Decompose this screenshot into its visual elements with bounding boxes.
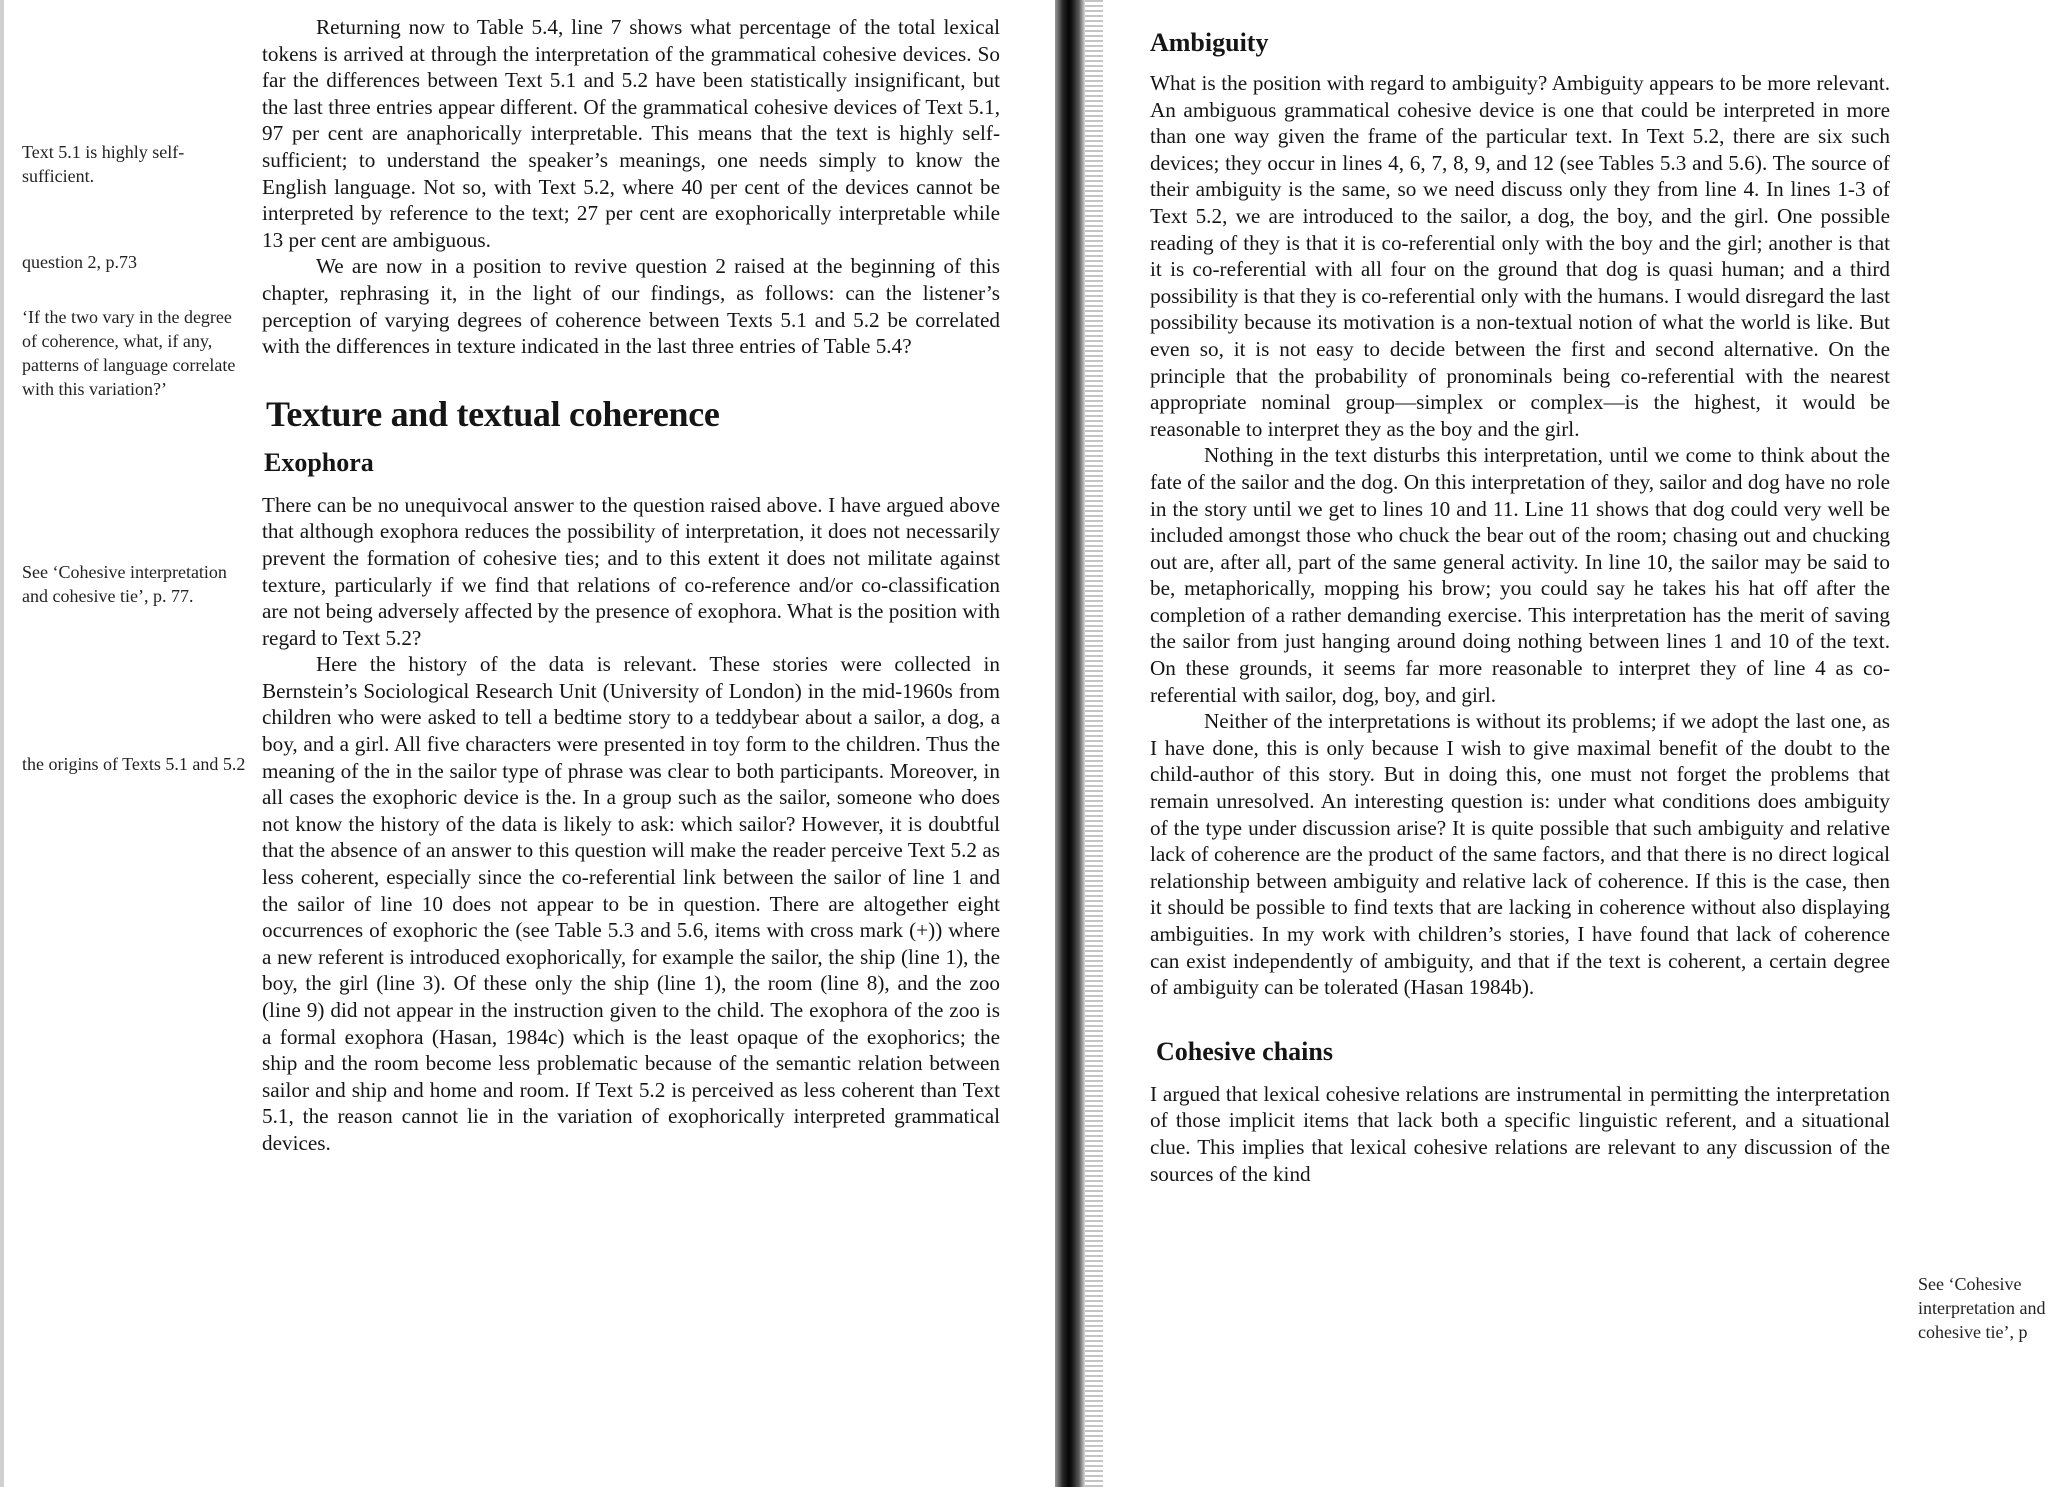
left-main-column [262,14,1000,1157]
ambiguity-text [1150,70,1890,1001]
paragraph: Here the history of the data is relevant. These stories were collected in Bernstein’s Sociological Research Unit (University of London) in the mid-1960s from children who were asked to tell a bedtime story to a teddybear about a sailor, a dog, a boy, and a girl. All five characters were presented in toy form to the children. Thus the meaning of the in the sailor type of phrase was clear to both participants. Moreover, in all cases the exophoric device is the. In a group such as the sailor, someone who does not know the history of the data is likely to ask: which sailor? However, it is doubtful that the absence of an answer to this question will make the reader perceive Text 5.2 as less coherent, especially since the co-referential link between the sailor of line 1 and the sailor of line 10 does not appear to be in question. There are altogether eight occurrences of exophoric the (see Table 5.3 and 5.6, items with cross mark (+)) where a new referent is introduced exophorically, for example the sailor, the ship (line 1), the boy, the girl (line 3). Of these only the ship (line 1), the room (line 8), and the zoo (line 9) did not appear in the instruction given to the child. The exophora of the zoo is a formal exophora (Hasan, 1984c) which is the least opaque of the exophorics; the ship and the room become less problematic because of the semantic relation between sailor and ship and home and room. If Text 5.2 is perceived as less coherent than Text 5.1, the reason cannot lie in the variation of exophorically interpreted grammatical devices. [262,652,1000,1155]
right-main-column [1150,28,1890,1187]
subheading-cohesive-chains: Cohesive chains [1156,1036,1333,1066]
paragraph: Neither of the interpretations is without its problems; if we adopt the last one, as I have done, this is only because I wish to give maximal benefit of the doubt to the child-author of this story. But in doing this, one must not forget the problems that remain unresolved. An interesting question is: under what conditions does ambiguity of the type under discussion arise? It is quite possible that such ambiguity and relative lack of coherence are the product of the same factors, and that there is no direct logical relationship between ambiguity and relative lack of coherence. If this is the case, then it should be possible to find texts that are lacking in coherence without also displaying ambiguities. In my work with children’s stories, I have found that lack of coherence can exist independently of ambiguity, and that if the text is coherent, a certain degree of ambiguity can be tolerated (Hasan 1984b). [1150,709,1890,1000]
section-heading: Texture and textual coherence [266,393,720,434]
margin-note-self-sufficient: Text 5.1 is highly self-sufficient. [22,142,185,186]
intro-text [262,14,1000,360]
paragraph: What is the position with regard to ambiguity? Ambiguity appears to be more relevant. An ambiguous grammatical cohesive device is one that could be interpreted in more than one way given the frame of the particular text. In Text 5.2, there are six such devices; they occur in lines 4, 6, 7, 8, 9, and 12 (see Tables 5.3 and 5.6). The source of their ambiguity is the same, so we need discuss only they from line 4. In lines 1-3 of Text 5.2, we are introduced to the sailor, a dog, the boy, and the girl. One possible reading of they is that it is co-referential only with the boy and the girl; another is that it is co-referential with all four on the ground that dog is quasi human; and a third possibility is that they is co-referential only with the humans. I would disregard the last possibility because its motivation is a non-textual notion of what the world is like. But even so, it is not easy to decide between the first and second alternative. On the principle that the probability of pronominals being co-referential with the nearest appropriate nominal group—simplex or complex—is the highest, it would be reasonable to interpret they as the boy and the girl. [1150,71,1890,441]
paragraph: I argued that lexical cohesive relations are instrumental in permitting the interpretation of those implicit items that lack both a specific linguistic referent, and a situational clue. This implies that lexical cohesive relations are relevant to any discussion of the sources of the kind [1150,1081,1890,1186]
right-margin-note [1918,1272,2048,1344]
chains-text [1150,1081,1890,1187]
paragraph: There can be no unequivocal answer to the question raised above. I have argued above that although exophora reduces the possibility of interpretation, it does not necessarily prevent the formation of cohesive ties; and to this extent it does not militate against texture, particularly if we find that relations of co-reference and/or co-classification are not being adversely affected by the presence of exophora. What is the position with regard to Text 5.2? [262,492,1000,650]
paragraph: We are now in a position to revive question 2 raised at the beginning of this chapter, rephrasing it, in the light of our findings, as follows: can the listener’s perception of varying degrees of coherence between Texts 5.1 and 5.2 be correlated with the differences in texture indicated in the last three entries of Table 5.4? [262,254,1000,359]
paragraph: Returning now to Table 5.4, line 7 shows what percentage of the total lexical tokens is arrived at through the interpretation of the grammatical cohesive devices. So far the differences between Text 5.1 and 5.2 have been statistically insignificant, but the last three entries appear different. Of the grammatical cohesive devices of Text 5.1, 97 per cent are anaphorically interpretable. This means that the text is highly self-sufficient; to understand the speaker’s meanings, one needs simply to know the English language. Not so, with Text 5.2, where 40 per cent of the devices cannot be interpreted by reference to the text; 27 per cent are exophorically interpretable while 13 per cent are ambiguous. [262,15,1000,252]
subheading-exophora: Exophora [264,447,374,477]
margin-note-quote: ‘If the two vary in the degree of coherence, what, if any, patterns of language correlate with this variation?’ [22,307,236,399]
paragraph: Nothing in the text disturbs this interpretation, until we come to think about the fate of the sailor and the dog. On this interpretation of they, sailor and dog have no role in the story until we get to lines 10 and 11. Line 11 shows that dog could very well be included amongst those who chuck the bear out of the room; chasing out and chucking out are, after all, part of the same general activity. In line 10, the sailor may be said to be, metaphorically, mopping his brow; you could say he takes his hat off after the completion of a rather demanding exercise. This interpretation has the merit of saving the sailor from just hanging around doing nothing between lines 1 and 10 of the text. On these grounds, it seems far more reasonable to interpret they of line 4 as co-referential with sailor, dog, boy, and girl. [1150,443,1890,707]
exophora-text [262,492,1000,1157]
margin-note-origins: the origins of Texts 5.1 and 5.2 [22,754,246,774]
margin-note-see-cohesive-right: See ‘Cohesive interpretation and cohesive tie’, p [1918,1274,2046,1342]
margin-note-question-2: question 2, p.73 [22,252,137,272]
book-gutter [1055,0,1085,1487]
right-page [1090,0,2048,1487]
margin-note-see-cohesive: See ‘Cohesive interpretation and cohesive tie’, p. 77. [22,562,227,606]
subheading-ambiguity: Ambiguity [1150,28,1269,57]
